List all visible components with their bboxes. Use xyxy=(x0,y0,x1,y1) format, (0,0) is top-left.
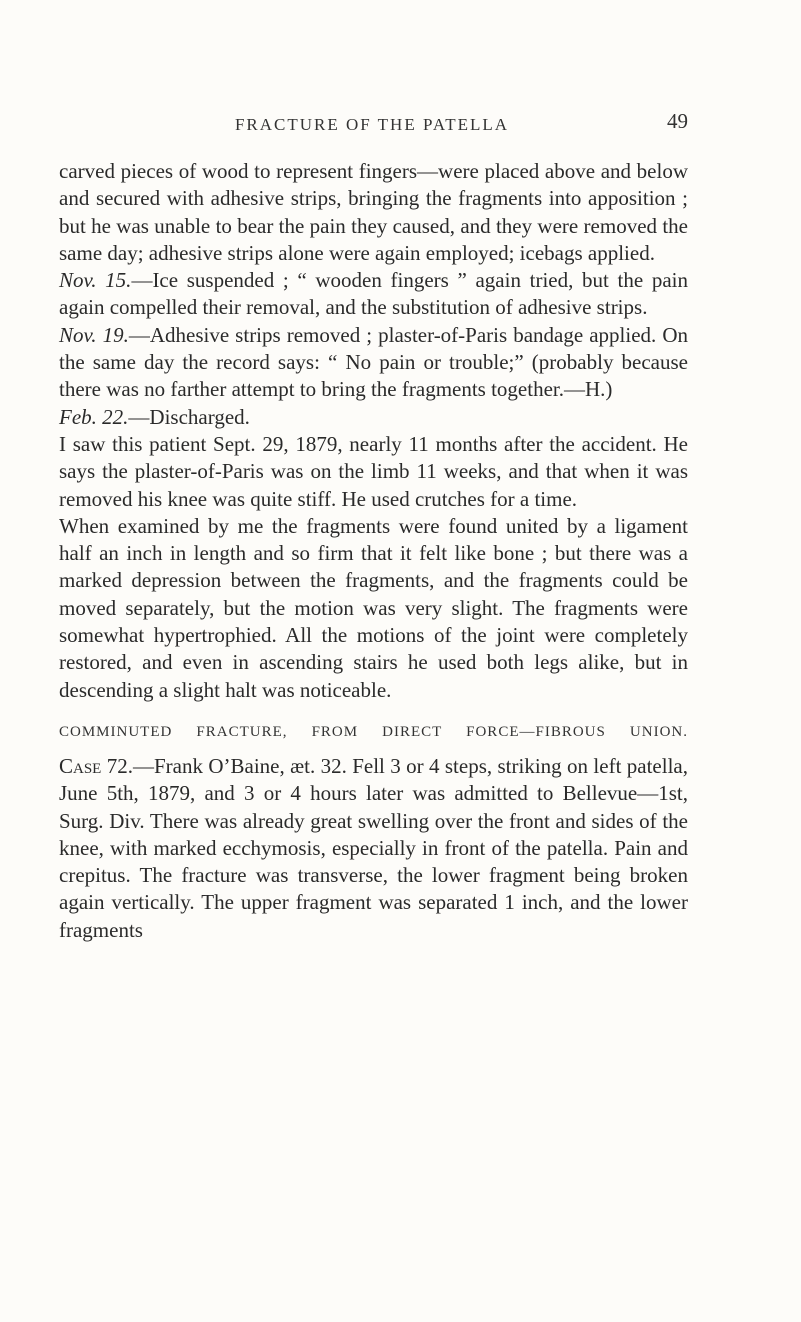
page-number: 49 xyxy=(667,109,688,133)
paragraph: When examined by me the fragments were found united by a ligament half an inch in length and so firm that it felt like bone ; but there was a marked depression between the fragments, and the fragments could be moved separately, but the motion was very slight. The fragments were somewhat hypertrophied. All the motions of the joint were completely restored, and even in ascending stairs he used both legs alike, but in descending a slight halt was noticeable. xyxy=(59,513,688,702)
paragraph: I saw this patient Sept. 29, 1879, nearly 11 months after the accident. He says the plaster-of-Paris was on the limb 11 weeks, and that when it was removed his knee was quite stiff. He used crutches for a time. xyxy=(59,431,688,511)
date-label: Nov. 15. xyxy=(59,268,132,293)
paragraph-text: —Frank O’Baine, æt. 32. Fell 3 or 4 steps, striking on left patella, June 5th, 1879, and 3 or 4 hours later was admitted to Bellevue—1st, Surg. Div. There was already great swelling over the front and sides of the knee, with marked ecchymosis, especially in front of the patella. Pain and crepitus. The fracture was transverse, the lower fragment being broken again vertically. The upper fragment was separated 1 inch, and the lower fragments xyxy=(59,753,688,942)
paragraph-text: —Discharged. xyxy=(128,404,250,429)
paragraph xyxy=(59,267,688,322)
date-label: Nov. 19. xyxy=(59,322,129,347)
paragraph-text: —Adhesive strips removed ; plaster-of-Paris bandage applied. On the same day the record says: “ No pain or trouble;” (probably because there was no farther attempt to bring the fragments together.—H.) xyxy=(59,322,688,402)
page-body xyxy=(59,158,688,944)
running-title: FRACTURE OF THE PATELLA xyxy=(234,115,510,134)
paragraph: carved pieces of wood to represent fingers—were placed above and below and secured with adhesive strips, bringing the fragments into apposition ; but he was unable to bear the pain they caused, and they were removed the same day; adhesive strips alone were again employed; icebags applied. xyxy=(59,159,688,265)
paragraph xyxy=(59,404,688,431)
paragraph xyxy=(59,322,688,404)
paragraph-text: —Ice suspended ; “ wooden fingers ” again tried, but the pain again compelled their removal, and the substitution of adhesive strips. xyxy=(59,268,688,320)
paragraph xyxy=(59,753,688,944)
date-label: Feb. 22. xyxy=(59,404,129,429)
section-heading: COMMINUTED FRACTURE, FROM DIRECT FORCE—FIBROUS UNION. xyxy=(59,723,688,740)
case-label: Case 72. xyxy=(59,753,133,778)
